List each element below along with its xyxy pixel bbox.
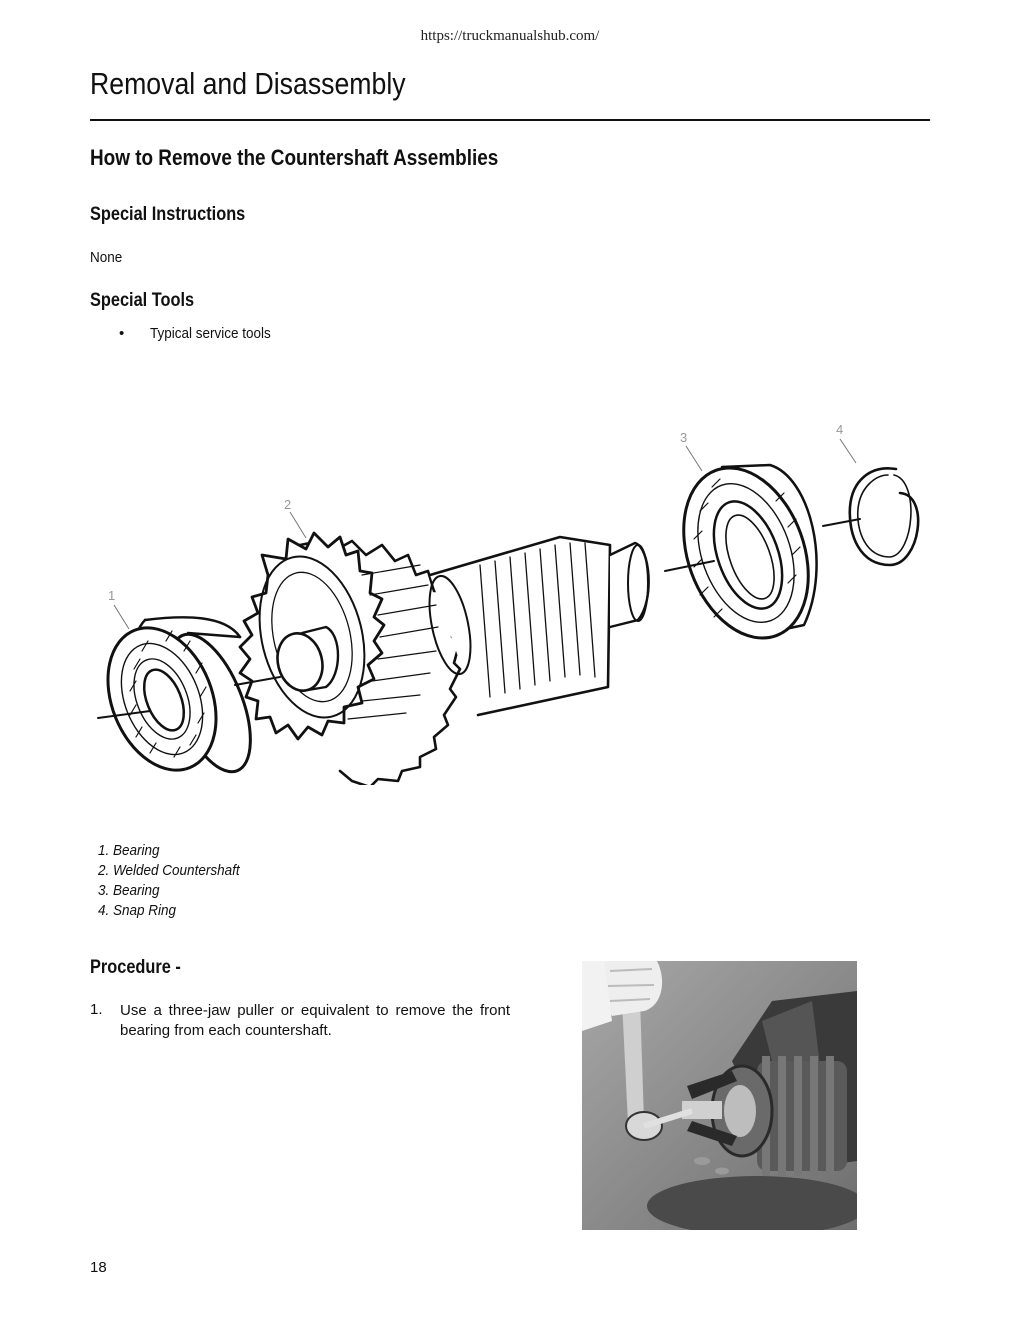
special-tools-item: Typical service tools [150,325,271,342]
rear-bearing-drawing [661,450,830,655]
page-number: 18 [90,1259,107,1276]
source-url[interactable]: https://truckmanualshub.com/ [420,28,600,44]
welded-countershaft-drawing [235,533,649,785]
bullet-icon: • [119,325,125,342]
callout-1: 1 [108,588,116,603]
countershaft-exploded-diagram [90,415,930,785]
page-heading: How to Remove the Countershaft Assemblies [90,145,499,170]
step-text: Use a three-jaw puller or equivalent to remove the front bearing from each countershaft. [120,1002,510,1039]
callout-2: 2 [284,497,292,512]
snap-ring-drawing [823,468,918,565]
legend-item: 2. Welded Countershaft [98,862,240,879]
step-number: 1. [90,1001,103,1018]
section-title: Removal and Disassembly [90,66,406,101]
title-rule [90,119,930,121]
front-bearing-drawing [90,612,267,785]
diagram-legend [98,841,255,921]
special-tools-heading: Special Tools [90,290,195,311]
procedure-heading: Procedure - [90,957,181,978]
legend-item: 3. Bearing [98,882,160,899]
callout-3: 3 [680,430,688,445]
legend-item: 1. Bearing [98,842,160,859]
special-instructions-text: None [90,249,123,266]
puller-removal-photo [582,961,857,1230]
legend-item: 4. Snap Ring [98,902,177,919]
special-instructions-heading: Special Instructions [90,204,246,225]
callout-4: 4 [836,422,844,437]
